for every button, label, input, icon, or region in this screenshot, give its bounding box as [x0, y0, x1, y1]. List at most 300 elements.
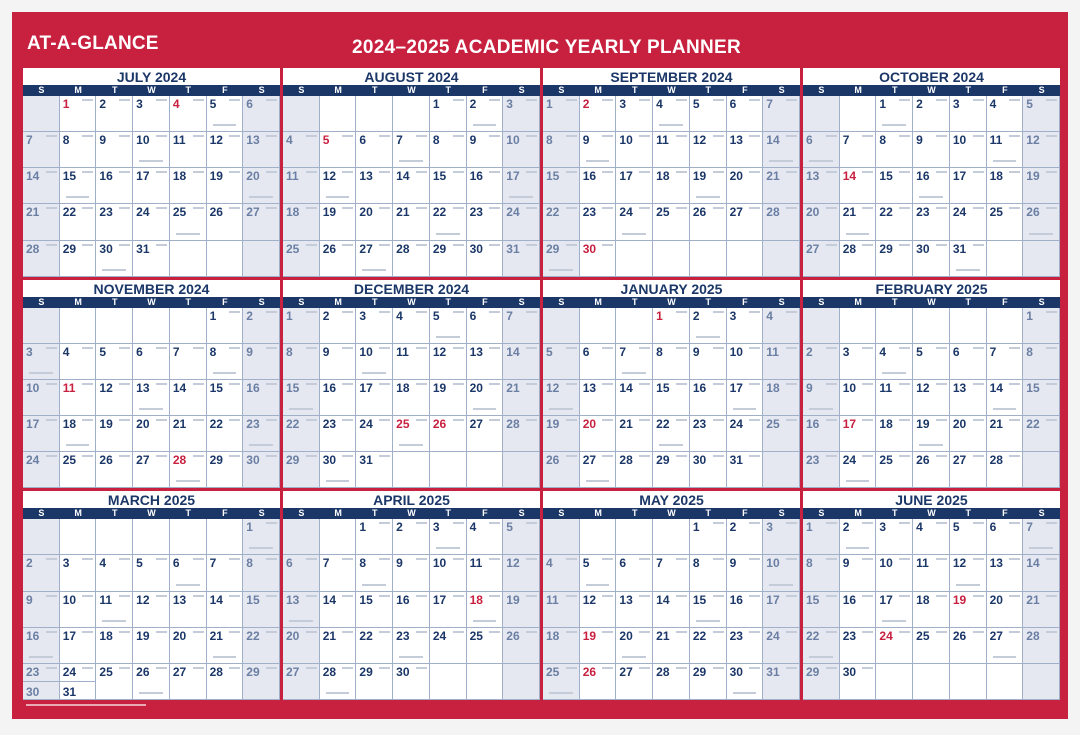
day-cell — [987, 96, 1024, 132]
day-count-note — [453, 383, 464, 385]
day-cell — [913, 416, 950, 452]
day-cell — [243, 308, 280, 344]
day-number: 15 — [359, 592, 373, 607]
day-count-note — [266, 455, 277, 457]
day-count-note — [526, 99, 537, 101]
day-count-note — [973, 207, 984, 209]
day-cell — [430, 416, 467, 452]
day-cell — [876, 132, 913, 168]
day-number: 6 — [619, 556, 627, 571]
day-number: 3 — [432, 520, 440, 535]
weekday-label: T — [965, 296, 971, 307]
day-number: 9 — [99, 133, 107, 148]
day-cell — [430, 344, 467, 380]
day-count-note — [82, 171, 93, 173]
day-cell — [133, 241, 170, 277]
day-count-note — [193, 347, 204, 349]
weekday-label: W — [667, 296, 676, 307]
empty-cell — [96, 519, 133, 555]
weekday-label: S — [778, 85, 785, 95]
day-number: 23 — [322, 417, 337, 432]
weekday-header — [543, 508, 800, 519]
day-count-note — [82, 595, 93, 597]
empty-cell — [393, 96, 430, 132]
month-title: APRIL 2025 — [373, 492, 450, 509]
weekday-label: S — [298, 508, 305, 519]
day-count-note — [1009, 419, 1020, 421]
weekday-header — [803, 297, 1060, 308]
day-cell — [727, 519, 764, 555]
event-note — [696, 620, 720, 622]
day-number: 3 — [619, 97, 627, 111]
weekday-header — [803, 508, 1060, 519]
day-number: 7 — [506, 308, 513, 323]
weekday-label: M — [594, 296, 602, 307]
day-count-note — [602, 347, 613, 349]
day-count-note — [82, 631, 93, 633]
day-cell — [393, 204, 430, 240]
day-count-note — [306, 383, 317, 385]
day-count-note — [416, 171, 427, 173]
month-calendar — [23, 280, 280, 489]
event-note — [882, 372, 906, 374]
day-cell — [763, 416, 800, 452]
weekday-label: T — [185, 508, 191, 519]
empty-cell — [950, 308, 987, 344]
day-count-note — [119, 455, 130, 457]
day-cell — [60, 204, 97, 240]
day-number: 25 — [62, 453, 77, 468]
day-number: 5 — [432, 308, 440, 323]
day-number: 13 — [806, 169, 820, 184]
day-cell — [467, 241, 504, 277]
day-number: 6 — [246, 97, 253, 111]
day-number: 8 — [806, 556, 813, 571]
day-cell — [653, 592, 690, 628]
weekday-label: S — [818, 85, 825, 95]
event-note — [473, 620, 497, 622]
day-number: 28 — [989, 453, 1003, 468]
empty-cell — [170, 519, 207, 555]
day-cell — [876, 96, 913, 132]
day-number: 15 — [692, 592, 707, 607]
day-cell — [616, 592, 653, 628]
day-count-note — [713, 595, 724, 597]
day-cell — [133, 628, 170, 664]
day-number: 28 — [26, 241, 40, 256]
weekday-label: F — [1002, 85, 1008, 95]
day-count-note — [826, 347, 837, 349]
day-number: 25 — [989, 205, 1003, 220]
day-cell — [320, 344, 357, 380]
event-note — [399, 444, 423, 446]
day-count-note — [306, 631, 317, 633]
day-number: 29 — [692, 664, 707, 679]
day-number: 30 — [99, 241, 113, 256]
day-number: 16 — [916, 169, 930, 184]
day-count-note — [936, 631, 947, 633]
day-cell — [616, 344, 653, 380]
day-cell — [207, 664, 244, 700]
empty-cell — [23, 308, 60, 344]
day-cell — [803, 380, 840, 416]
day-number: 22 — [656, 417, 670, 432]
event-note — [66, 196, 90, 198]
day-count-note — [119, 135, 130, 137]
day-number: 23 — [806, 453, 820, 468]
day-number: 7 — [989, 344, 997, 359]
day-count-note — [566, 383, 577, 385]
day-cell — [430, 204, 467, 240]
day-count-note — [266, 383, 277, 385]
day-number: 11 — [879, 380, 893, 395]
day-number: 18 — [916, 592, 930, 607]
day-number: 1 — [879, 97, 887, 111]
day-count-note — [156, 631, 167, 633]
day-cell — [170, 380, 207, 416]
month-calendar — [803, 491, 1060, 700]
day-cell — [727, 380, 764, 416]
weekday-label: M — [854, 296, 862, 307]
day-cell — [727, 592, 764, 628]
day-cell — [950, 380, 987, 416]
day-cell — [690, 519, 727, 555]
event-note — [993, 160, 1017, 162]
day-count-note — [193, 171, 204, 173]
empty-cell — [803, 308, 840, 344]
weekday-label: S — [38, 296, 45, 307]
day-cell — [60, 380, 97, 416]
weekday-label: M — [594, 508, 602, 519]
day-number: 3 — [359, 308, 367, 323]
event-note — [139, 408, 163, 410]
day-number: 29 — [62, 241, 77, 256]
empty-cell — [987, 308, 1024, 344]
day-count-note — [266, 99, 277, 101]
day-number: 5 — [546, 344, 553, 359]
day-count-note — [416, 135, 427, 137]
day-count-note — [676, 383, 687, 385]
event-note — [289, 408, 313, 410]
day-number: 13 — [582, 380, 597, 395]
month-calendar — [23, 491, 280, 700]
day-count-note — [266, 522, 277, 524]
day-number: 14 — [656, 592, 670, 607]
day-cell — [356, 241, 393, 277]
day-cell — [580, 555, 617, 591]
day-cell — [950, 555, 987, 591]
day-count-note — [379, 383, 390, 385]
day-number: 14 — [506, 344, 520, 359]
event-note — [102, 620, 126, 622]
day-number: 30 — [842, 664, 857, 679]
day-count-note — [973, 244, 984, 246]
day-count-note — [342, 383, 353, 385]
day-cell — [207, 96, 244, 132]
empty-cell — [616, 241, 653, 277]
weekday-label: M — [74, 85, 82, 95]
day-cell — [283, 555, 320, 591]
event-note — [549, 269, 573, 271]
day-count-note — [1046, 419, 1057, 421]
day-cell — [243, 592, 280, 628]
day-number: 2 — [729, 520, 737, 535]
day-number: 4 — [99, 556, 107, 571]
day-number: 25 — [766, 417, 780, 432]
day-count-note — [156, 347, 167, 349]
day-number: 28 — [766, 205, 780, 220]
day-count-note — [193, 667, 204, 669]
day-cell — [467, 416, 504, 452]
day-number: 3 — [842, 344, 850, 359]
day-cell — [803, 628, 840, 664]
split-divider — [60, 681, 96, 682]
day-cell — [60, 555, 97, 591]
day-count-note — [306, 347, 317, 349]
day-number: 28 — [322, 664, 337, 679]
empty-cell — [23, 519, 60, 555]
weekday-label: S — [298, 85, 305, 95]
empty-cell — [840, 308, 877, 344]
empty-cell — [763, 241, 800, 277]
day-cell — [987, 204, 1024, 240]
event-note — [586, 480, 610, 482]
day-cell — [840, 380, 877, 416]
day-number: 19 — [209, 169, 223, 184]
day-cell — [393, 519, 430, 555]
day-cell — [840, 344, 877, 380]
day-cell — [207, 555, 244, 591]
day-count-note — [416, 522, 427, 524]
day-count-note — [266, 347, 277, 349]
day-count-note — [453, 631, 464, 633]
day-cell — [320, 168, 357, 204]
day-number: 17 — [26, 417, 40, 432]
day-count-note — [639, 558, 650, 560]
day-number: 9 — [692, 344, 700, 359]
days-grid — [543, 96, 800, 277]
day-cell — [690, 168, 727, 204]
weekday-label: T — [892, 296, 898, 307]
weekday-label: T — [632, 296, 638, 307]
day-count-note — [1046, 383, 1057, 385]
day-number: 13 — [136, 380, 150, 395]
weekday-label: W — [147, 85, 156, 95]
day-number: 26 — [916, 453, 930, 468]
day-count-note — [266, 631, 277, 633]
day-count-note — [713, 171, 724, 173]
day-count-note — [862, 455, 873, 457]
weekday-label: S — [258, 296, 265, 307]
day-cell — [393, 241, 430, 277]
day-count-note — [826, 244, 837, 246]
event-note — [809, 656, 833, 658]
weekday-label: T — [185, 296, 191, 307]
day-count-note — [676, 419, 687, 421]
weekday-label: M — [854, 85, 862, 95]
day-count-note — [749, 455, 760, 457]
event-note — [289, 620, 313, 622]
day-cell — [803, 132, 840, 168]
day-cell — [803, 344, 840, 380]
day-count-note — [862, 631, 873, 633]
day-number: 14 — [396, 169, 410, 184]
day-count-note — [379, 135, 390, 137]
day-cell — [60, 241, 97, 277]
weekday-label: S — [558, 508, 565, 519]
day-cell — [430, 380, 467, 416]
weekday-label: W — [147, 508, 156, 519]
day-count-note — [899, 99, 910, 101]
weekday-header — [23, 85, 280, 96]
month-title: DECEMBER 2024 — [353, 280, 470, 297]
day-number: 22 — [879, 205, 893, 220]
weekday-label: S — [1038, 508, 1045, 519]
day-count-note — [973, 171, 984, 173]
day-count-note — [342, 631, 353, 633]
day-cell — [763, 168, 800, 204]
day-count-note — [826, 171, 837, 173]
day-cell — [96, 664, 133, 700]
day-count-note — [602, 207, 613, 209]
day-count-note — [676, 595, 687, 597]
day-count-note — [676, 347, 687, 349]
day-cell — [170, 628, 207, 664]
day-count-note — [713, 631, 724, 633]
day-cell — [803, 168, 840, 204]
weekday-label: T — [372, 85, 378, 95]
empty-cell — [170, 308, 207, 344]
empty-cell — [23, 96, 60, 132]
empty-cell — [320, 519, 357, 555]
day-number: 30 — [246, 453, 260, 468]
day-number: 27 — [989, 628, 1003, 643]
day-count-note — [82, 99, 93, 101]
day-cell — [727, 132, 764, 168]
day-number: 10 — [136, 133, 150, 148]
days-grid — [543, 308, 800, 489]
day-number: 23 — [916, 205, 930, 220]
day-number: 1 — [286, 308, 293, 323]
day-count-note — [266, 595, 277, 597]
day-count-note — [416, 419, 427, 421]
day-count-note — [566, 419, 577, 421]
day-number: 9 — [729, 556, 737, 571]
empty-cell — [503, 664, 540, 700]
day-count-note — [416, 383, 427, 385]
day-count-note — [566, 631, 577, 633]
day-cell — [653, 132, 690, 168]
day-cell — [467, 308, 504, 344]
weekday-label: F — [222, 85, 228, 95]
day-number: 23 — [842, 628, 857, 643]
day-cell — [987, 628, 1024, 664]
day-number: 24 — [359, 417, 373, 432]
day-number: 19 — [432, 380, 447, 395]
day-count-note — [713, 522, 724, 524]
day-number: 18 — [396, 380, 410, 395]
day-count-note — [46, 383, 57, 385]
empty-cell — [950, 664, 987, 700]
empty-cell — [876, 664, 913, 700]
day-number: 1 — [359, 520, 367, 535]
day-cell — [580, 592, 617, 628]
day-number: 22 — [1026, 417, 1040, 432]
day-cell — [840, 241, 877, 277]
day-count-note — [526, 383, 537, 385]
day-number: 16 — [396, 592, 410, 607]
day-number: 2 — [806, 344, 813, 359]
empty-cell — [840, 96, 877, 132]
day-cell — [430, 628, 467, 664]
day-number: 1 — [656, 308, 663, 323]
day-count-note — [82, 419, 93, 421]
day-count-note — [936, 135, 947, 137]
day-cell — [690, 628, 727, 664]
day-count-note — [786, 347, 797, 349]
day-number: 14 — [842, 169, 857, 184]
day-number: 12 — [582, 592, 597, 607]
day-cell — [580, 168, 617, 204]
day-count-note — [379, 207, 390, 209]
day-cell — [60, 96, 97, 132]
day-cell — [690, 592, 727, 628]
day-cell — [356, 168, 393, 204]
day-cell — [430, 132, 467, 168]
day-cell — [207, 308, 244, 344]
day-number: 26 — [952, 628, 967, 643]
weekday-label: T — [632, 85, 638, 95]
day-cell — [96, 592, 133, 628]
day-number: 15 — [246, 592, 260, 607]
day-cell — [727, 96, 764, 132]
day-count-note — [156, 171, 167, 173]
day-number: 29 — [359, 664, 373, 679]
day-number: 21 — [26, 205, 40, 220]
day-cell — [133, 664, 170, 700]
day-cell — [467, 344, 504, 380]
event-note — [659, 124, 683, 126]
day-number: 16 — [806, 417, 820, 432]
day-cell — [283, 592, 320, 628]
day-number: 20 — [806, 205, 820, 220]
day-cell — [133, 416, 170, 452]
day-cell — [467, 555, 504, 591]
day-cell — [1023, 380, 1060, 416]
day-count-note — [899, 455, 910, 457]
day-count-note — [899, 207, 910, 209]
day-number: 20 — [582, 417, 597, 432]
day-cell — [243, 132, 280, 168]
day-cell — [763, 204, 800, 240]
day-number: 17 — [62, 628, 77, 643]
weekday-label: T — [705, 508, 711, 519]
day-number: 29 — [806, 664, 820, 679]
day-number: 25 — [99, 664, 113, 679]
day-count-note — [602, 135, 613, 137]
day-number: 30 — [582, 241, 597, 256]
day-cell — [207, 380, 244, 416]
day-count-note — [416, 631, 427, 633]
day-number: 9 — [582, 133, 590, 148]
day-cell — [393, 592, 430, 628]
day-cell — [616, 168, 653, 204]
day-count-note — [936, 595, 947, 597]
event-note — [733, 408, 757, 410]
day-count-note — [489, 522, 500, 524]
event-note — [139, 692, 163, 694]
day-number: 21 — [656, 628, 670, 643]
